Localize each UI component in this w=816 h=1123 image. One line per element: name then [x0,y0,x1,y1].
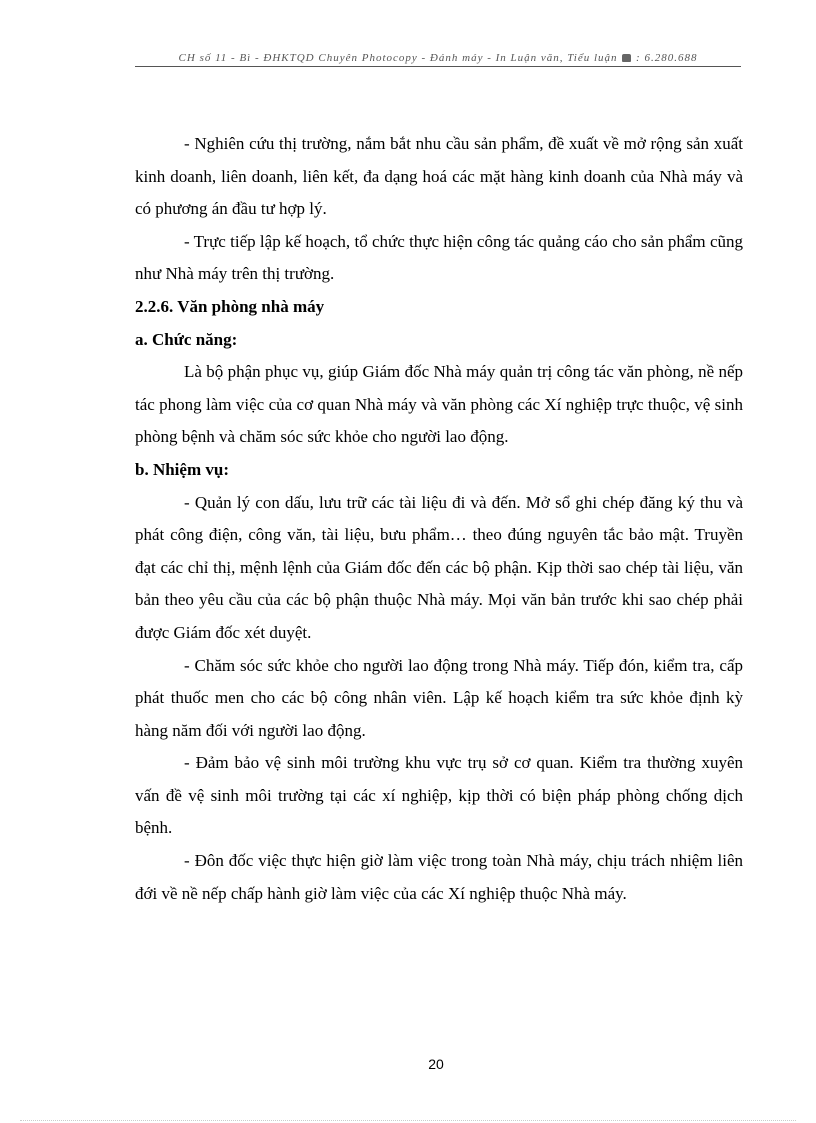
document-body [135,128,743,910]
section-heading: 2.2.6. Văn phòng nhà máy [135,296,325,316]
subsection-heading-duties: b. Nhiệm vụ: [135,459,229,479]
page-header [135,50,741,67]
paragraph-duty-records: - Quản lý con dấu, lưu trữ các tài liệu đi và đến. Mở sổ ghi chép đăng ký thu và phát công điện, công văn, tài liệu, bưu phẩm… theo đúng nguyên tắc bảo mật. Truyền đạt các chỉ thị, mệnh lệnh của Giám đốc đến các bộ phận. Kịp thời sao chép tài liệu, văn bản theo yêu cầu của các bộ phận thuộc Nhà máy. Mọi văn bản trước khi sao chép phải được Giám đốc xét duyệt. [135,492,743,642]
paragraph-function: Là bộ phận phục vụ, giúp Giám đốc Nhà máy quản trị công tác văn phòng, nề nếp tác phong làm việc của cơ quan Nhà máy và văn phòng các Xí nghiệp trực thuộc, vệ sinh phòng bệnh và chăm sóc sức khỏe cho người lao động. [135,362,743,447]
header-phone: : 6.280.688 [636,52,698,64]
paragraph-duty-health: - Chăm sóc sức khỏe cho người lao động trong Nhà máy. Tiếp đón, kiểm tra, cấp phát thuốc men cho các bộ công nhân viên. Lập kế hoạch kiểm tra sức khỏe định kỳ hàng năm đối với người lao động. [135,655,743,740]
footer-divider [20,1120,796,1121]
subsection-heading-function: a. Chức năng: [135,329,238,349]
page-number: 20 [428,1056,444,1072]
paragraph-market-research: - Nghiên cứu thị trường, nắm bắt nhu cầu sản phẩm, đề xuất về mở rộng sản xuất kinh doanh, liên doanh, liên kết, đa dạng hoá các mặt hàng kinh doanh của Nhà máy và có phương án đầu tư hợp lý. [135,134,743,219]
telephone-icon [622,54,631,62]
paragraph-duty-working-hours: - Đôn đốc việc thực hiện giờ làm việc trong toàn Nhà máy, chịu trách nhiệm liên đới về nề nếp chấp hành giờ làm việc của các Xí nghiệp thuộc Nhà máy. [135,851,743,903]
paragraph-advertising: - Trực tiếp lập kế hoạch, tổ chức thực hiện công tác quảng cáo cho sản phẩm cũng như Nhà máy trên thị trường. [135,231,743,284]
header-text: CH số 11 - Bì - ĐHKTQD Chuyên Photocopy - Đánh máy - In Luận văn, Tiểu luận [178,52,618,64]
paragraph-duty-hygiene: - Đảm bảo vệ sinh môi trường khu vực trụ sở cơ quan. Kiểm tra thường xuyên vấn đề vệ sinh môi trường tại các xí nghiệp, kịp thời có biện pháp phòng chống dịch bệnh. [135,753,743,838]
